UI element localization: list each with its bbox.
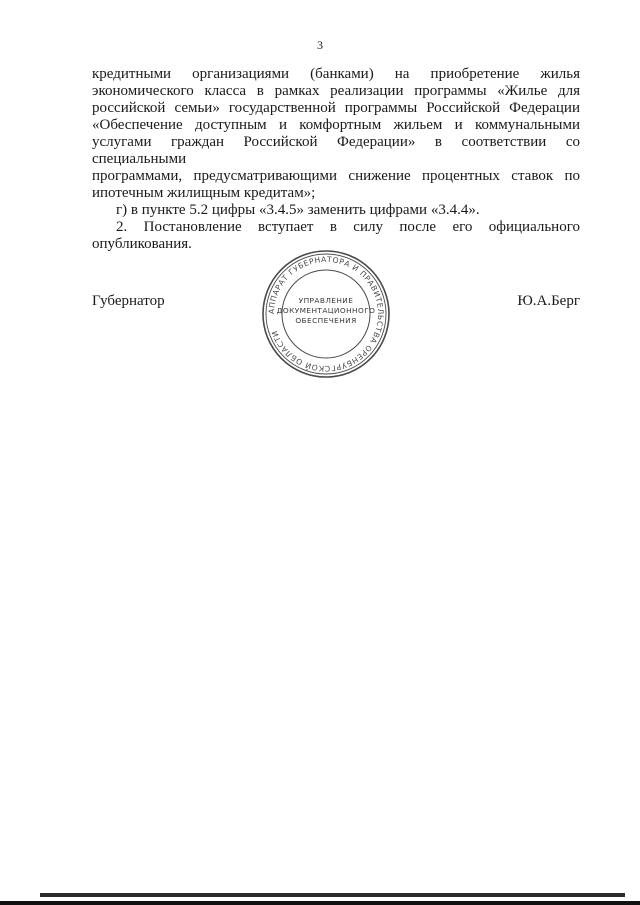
paragraph-line: опубликования. bbox=[92, 236, 192, 252]
stamp-inner-line: ОБЕСПЕЧЕНИЯ bbox=[295, 316, 357, 325]
page-bottom-edge bbox=[0, 891, 640, 905]
paragraph-line: экономического класса в рамках реализации программы «Жилье для bbox=[92, 83, 580, 99]
bottom-edge-strip bbox=[40, 893, 625, 897]
paragraph-line: российской семьи» государственной программы Российской Федерации bbox=[92, 100, 580, 116]
bottom-edge-strip bbox=[0, 901, 640, 905]
paragraph-amendment: г) в пункте 5.2 цифры «3.4.5» заменить цифрами «3.4.4». bbox=[116, 202, 480, 218]
svg-text:АППАРАТ ГУБЕРНАТОРА И ПРАВИТЕЛ: АППАРАТ ГУБЕРНАТОРА И ПРАВИТЕЛЬСТВА ОРЕНБУРГСКОЙ ОБЛАСТИ bbox=[266, 254, 386, 374]
paragraph-line: услугами граждан Российской Федерации» в соответствии со специальными bbox=[92, 134, 580, 167]
paragraph-line: программами, предусматривающими снижение процентных ставок по bbox=[92, 168, 580, 184]
page-number: 3 bbox=[317, 38, 323, 52]
paragraph-line: 2. Постановление вступает в силу после его официального bbox=[116, 219, 580, 235]
stamp-inner-line: УПРАВЛЕНИЕ bbox=[298, 296, 354, 305]
paragraph-line: «Обеспечение доступным и комфортным жильем и коммунальными bbox=[92, 117, 580, 133]
official-stamp bbox=[260, 248, 392, 380]
stamp-inner-line: ДОКУМЕНТАЦИОННОГО bbox=[276, 306, 376, 315]
paragraph-line: ипотечным жилищным кредитам»; bbox=[92, 185, 316, 201]
paragraph-line: кредитными организациями (банками) на приобретение жилья bbox=[92, 66, 580, 82]
document-body bbox=[92, 66, 580, 253]
signature-name: Ю.А.Берг bbox=[517, 293, 580, 309]
signature-title: Губернатор bbox=[92, 293, 165, 309]
